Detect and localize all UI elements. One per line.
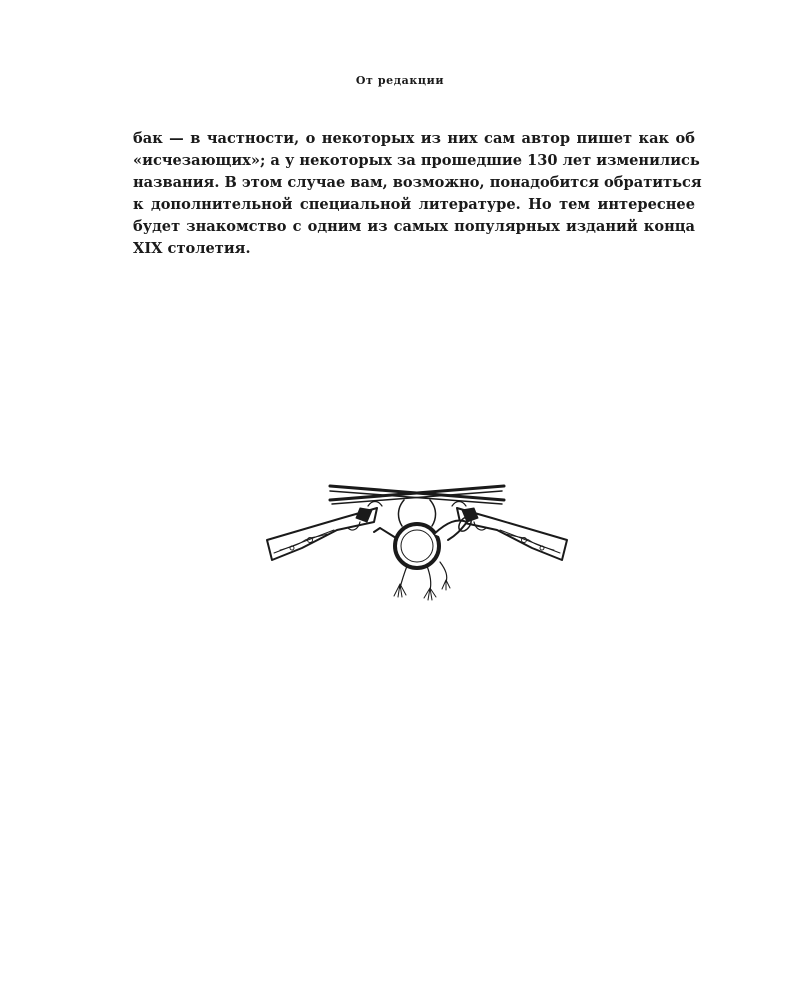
paragraph-line: названия. В этом случае вам, возможно, понадобится обратиться <box>133 174 702 191</box>
paragraph-line: XIX столетия. <box>133 240 251 257</box>
body-paragraph <box>133 128 702 260</box>
crossed-rifles-hunting-horn-icon <box>262 478 572 603</box>
paragraph-line: бак — в частности, о некоторых из них сам автор пишет как об <box>133 130 695 147</box>
running-head: От редакции <box>355 74 445 87</box>
paragraph-line: «исчезающих»; а у некоторых за прошедшие 130 лет изменились <box>133 152 700 169</box>
paragraph-line: будет знакомство с одним из самых популярных изданий конца <box>133 218 695 235</box>
paragraph-line: к дополнительной специальной литературе. Но тем интереснее <box>133 196 695 213</box>
